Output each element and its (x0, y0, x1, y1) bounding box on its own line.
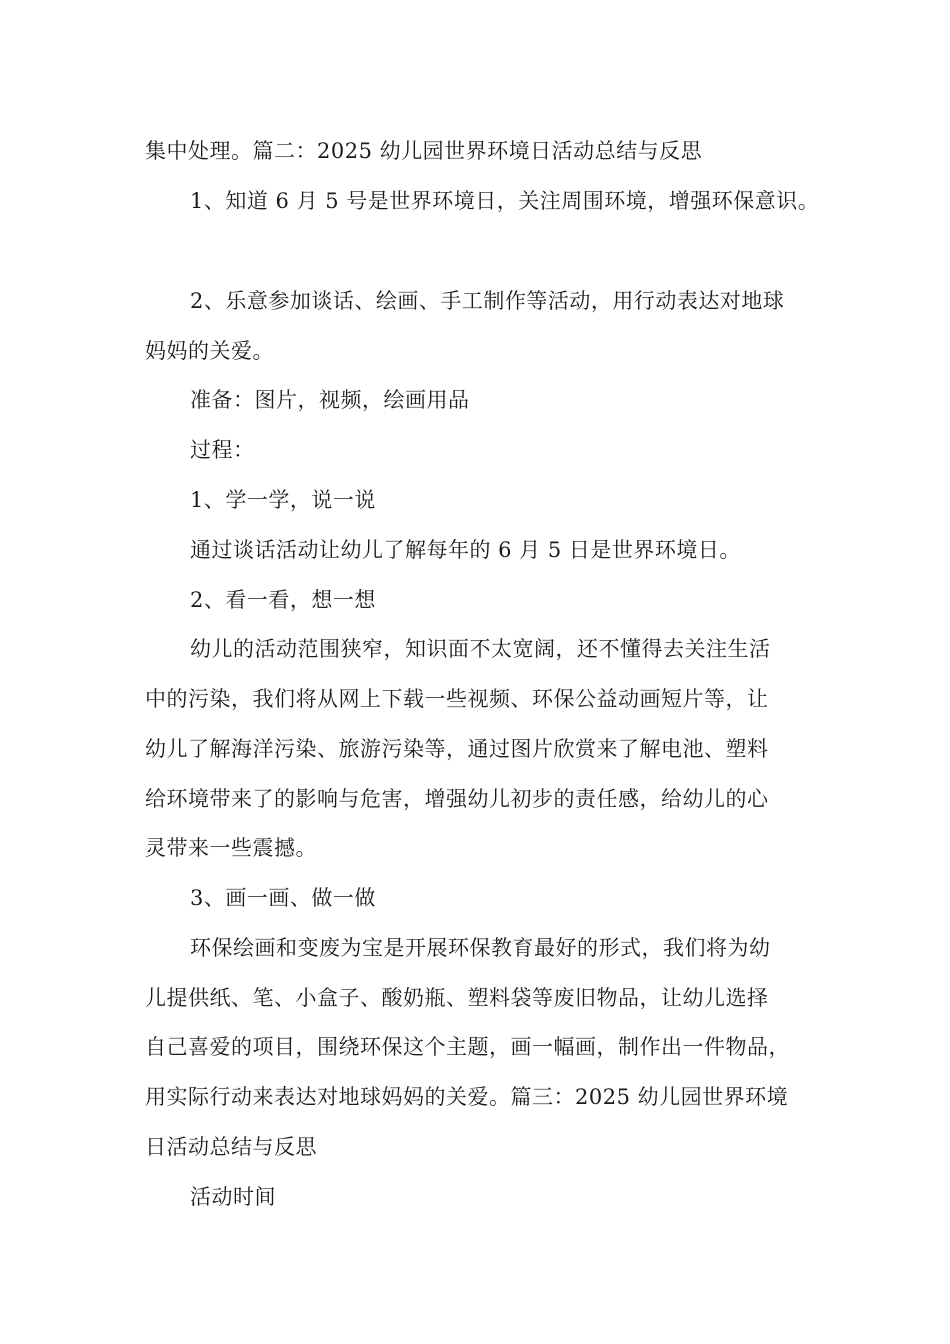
paragraph-line: 儿提供纸、笔、小盒子、酸奶瓶、塑料袋等废旧物品，让幼儿选择 (145, 986, 769, 1010)
paragraph-line: 中的污染，我们将从网上下载一些视频、环保公益动画短片等，让 (145, 687, 769, 711)
paragraph-line: 2、看一看，想一想 (190, 588, 376, 612)
paragraph-line: 灵带来一些震撼。 (145, 836, 317, 860)
paragraph-line: 集中处理。篇二：2025 幼儿园世界环境日活动总结与反思 (145, 139, 703, 163)
paragraph-line: 通过谈话活动让幼儿了解每年的 6 月 5 日是世界环境日。 (190, 538, 741, 562)
paragraph-line: 2、乐意参加谈话、绘画、手工制作等活动，用行动表达对地球 (190, 289, 785, 313)
paragraph-line: 过程： (190, 438, 255, 462)
paragraph-line: 日活动总结与反思 (145, 1135, 317, 1159)
paragraph-line: 1、知道 6 月 5 号是世界环境日，关注周围环境，增强环保意识。 (190, 189, 820, 213)
paragraph-line: 活动时间 (190, 1185, 276, 1209)
paragraph-line: 给环境带来了的影响与危害，增强幼儿初步的责任感，给幼儿的心 (145, 787, 769, 811)
paragraph-line: 准备：图片，视频，绘画用品 (190, 388, 470, 412)
paragraph-line: 幼儿了解海洋污染、旅游污染等，通过图片欣赏来了解电池、塑料 (145, 737, 769, 761)
paragraph-line: 妈妈的关爱。 (145, 339, 274, 363)
paragraph-line: 自己喜爱的项目，围绕环保这个主题，画一幅画，制作出一件物品， (145, 1035, 790, 1059)
paragraph-line: 1、学一学，说一说 (190, 488, 376, 512)
paragraph-line: 用实际行动来表达对地球妈妈的关爱。篇三：2025 幼儿园世界环境 (145, 1085, 789, 1109)
paragraph-line: 幼儿的活动范围狭窄，知识面不太宽阔，还不懂得去关注生活 (190, 637, 771, 661)
paragraph-line: 环保绘画和变废为宝是开展环保教育最好的形式，我们将为幼 (190, 936, 771, 960)
paragraph-line: 3、画一画、做一做 (190, 886, 376, 910)
